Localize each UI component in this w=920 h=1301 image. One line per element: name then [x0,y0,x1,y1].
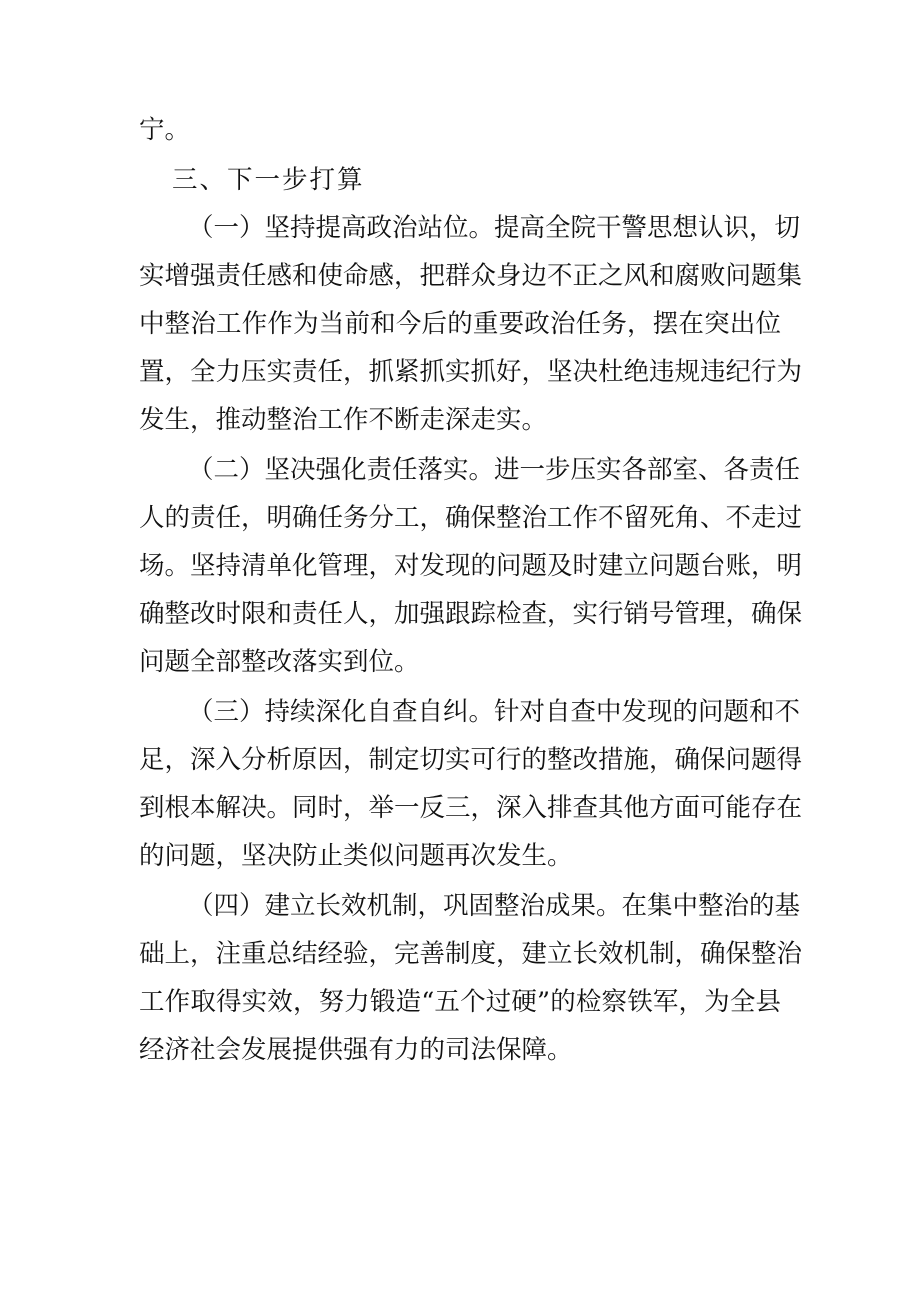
paragraph-line: （一）坚持提高政治站位。提高全院干警思想认识，切 [188,213,801,243]
paragraph-line: 场。坚持清单化管理，对发现的问题及时建立问题台账，明 [139,551,803,581]
paragraph-line: （四）建立长效机制，巩固整治成果。在集中整治的基 [188,891,801,921]
paragraph-line: 到根本解决。同时，举一反三，深入排查其他方面可能存在 [139,793,803,823]
section-heading: 三、下一步打算 [172,165,365,195]
continuation-line: 宁。 [139,115,191,145]
paragraph-line: 中整治工作作为当前和今后的重要政治任务，摆在突出位 [139,309,781,339]
paragraph-line: 实增强责任感和使命感，把群众身边不正之风和腐败问题集 [139,261,803,291]
paragraph-line: 人的责任，明确任务分工，确保整治工作不留死角、不走过 [139,503,803,533]
paragraph-line: 置，全力压实责任，抓紧抓实抓好，坚决杜绝违规违纪行为 [139,357,803,387]
paragraph-line: 础上，注重总结经验，完善制度，建立长效机制，确保整治 [139,939,803,969]
paragraph-line: （三）持续深化自查自纠。针对自查中发现的问题和不 [188,697,801,727]
paragraph-line: 发生，推动整治工作不断走深走实。 [139,405,548,435]
paragraph-line: 的问题，坚决防止类似问题再次发生。 [139,841,573,871]
paragraph-line: 工作取得实效，努力锻造“五个过硬”的检察铁军，为全县 [139,987,781,1017]
paragraph-line: 足，深入分析原因，制定切实可行的整改措施，确保问题得 [139,745,803,775]
paragraph-line: 经济社会发展提供强有力的司法保障。 [139,1035,573,1065]
paragraph-line: （二）坚决强化责任落实。进一步压实各部室、各责任 [188,455,801,485]
paragraph-line: 问题全部整改落实到位。 [139,647,420,677]
paragraph-line: 确整改时限和责任人，加强跟踪检查，实行销号管理，确保 [139,599,803,629]
